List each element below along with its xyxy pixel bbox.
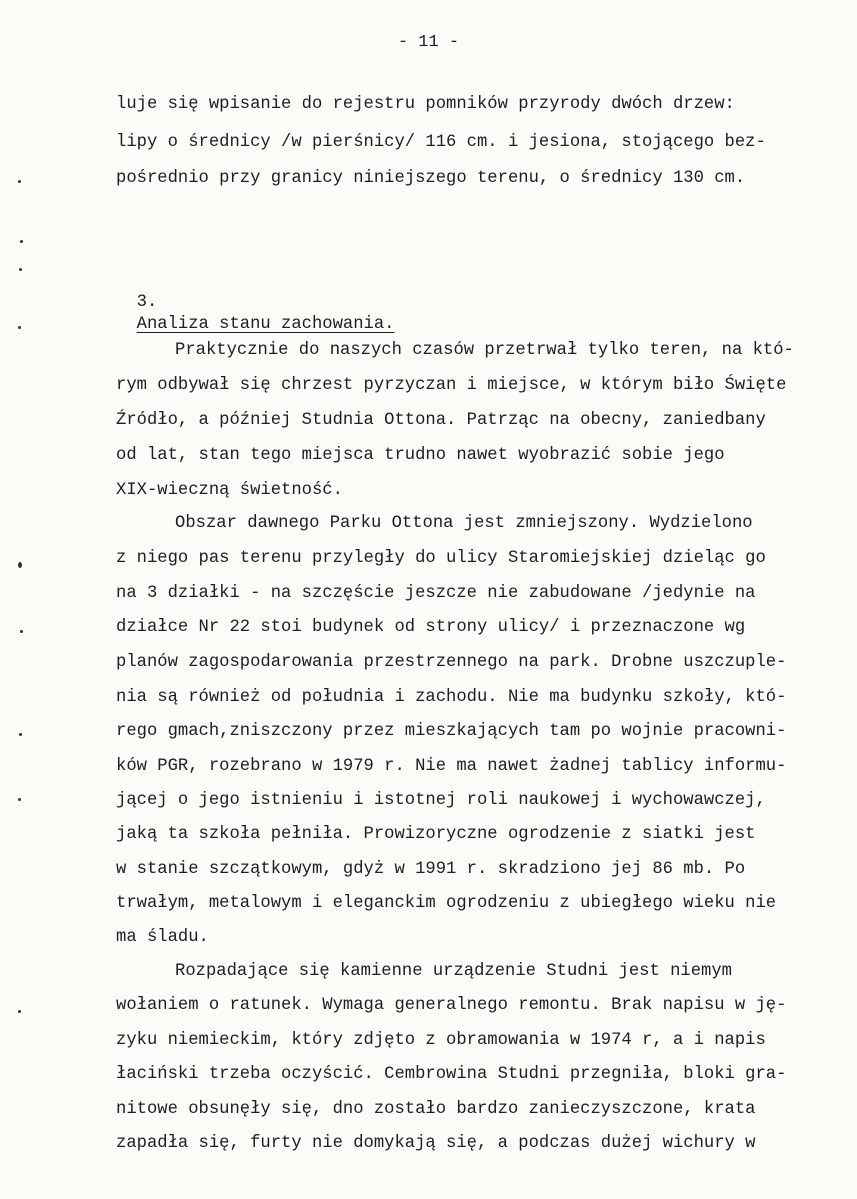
scan-speck: [19, 268, 22, 271]
text-line: luje się wpisanie do rejestru pomników przyrody dwóch drzew:: [116, 95, 735, 114]
text-line: Rozpadające się kamienne urządzenie Studni jest niemym: [175, 962, 732, 981]
text-line: pośrednio przy granicy niniejszego terenu, o średnicy 130 cm.: [116, 169, 746, 188]
text-line: XIX-wieczną świetność.: [116, 481, 343, 500]
text-line: wołaniem o ratunek. Wymaga generalnego remontu. Brak napisu w ję-: [116, 996, 787, 1015]
text-line: zapadła się, furty nie domykają się, a podczas dużej wichury w: [116, 1134, 756, 1153]
text-line: lipy o średnicy /w pierśnicy/ 116 cm. i jesiona, stojącego bez-: [116, 133, 766, 152]
page-number: - 11 -: [397, 33, 460, 52]
text-line: zyku niemieckim, który zdjęto z obramowania w 1974 r, a i napis: [116, 1031, 766, 1050]
scan-speck: [18, 180, 21, 183]
text-line: Obszar dawnego Parku Ottona jest zmniejszony. Wydzielono: [175, 514, 753, 533]
text-line: rego gmach,zniszczony przez mieszkających tam po wojnie pracowni-: [116, 722, 787, 741]
text-line: planów zagospodarowania przestrzennego na park. Drobne uszczuple-: [116, 653, 787, 672]
text-line: trwałym, metalowym i eleganckim ogrodzeniu z ubiegłego wieku nie: [116, 894, 777, 913]
section-heading: [116, 270, 395, 336]
scan-speck: [18, 326, 21, 329]
text-line: Źródło, a później Studnia Ottona. Patrząc na obecny, zaniedbany: [116, 411, 766, 430]
scan-speck: [20, 240, 23, 243]
text-line: w stanie szczątkowym, gdyż w 1991 r. skradziono jej 86 mb. Po: [116, 860, 746, 879]
scan-speck: [18, 798, 21, 801]
text-line: od lat, stan tego miejsca trudno nawet wyobrazić sobie jego: [116, 446, 725, 465]
text-line: jaką ta szkoła pełniła. Prowizoryczne ogrodzenie z siatki jest: [116, 825, 756, 844]
text-line: ków PGR, rozebrano w 1979 r. Nie ma nawet żadnej tablicy informu-: [116, 757, 787, 776]
text-line: ma śladu.: [116, 928, 209, 947]
section-title: Analiza stanu zachowania.: [136, 315, 395, 334]
scan-speck: [20, 630, 23, 633]
text-line: łaciński trzeba oczyścić. Cembrowina Studni przegniła, bloki gra-: [116, 1065, 787, 1084]
text-line: jącej o jego istnieniu i istotnej roli naukowej i wychowawczej,: [116, 791, 766, 810]
text-line: nitowe obsunęły się, dno zostało bardzo zanieczyszczone, krata: [116, 1100, 756, 1119]
scan-speck: [19, 733, 22, 736]
text-line: na 3 działki - na szczęście jeszcze nie zabudowane /jedynie na: [116, 584, 756, 603]
text-line: rym odbywał się chrzest pyrzyczan i miejsce, w którym biło Święte: [116, 376, 787, 395]
text-line: Praktycznie do naszych czasów przetrwał tylko teren, na któ-: [175, 341, 794, 360]
section-number: 3.: [136, 293, 158, 312]
scan-speck: [18, 562, 22, 568]
text-line: nia są również od południa i zachodu. Nie ma budynku szkoły, któ-: [116, 688, 787, 707]
text-line: działce Nr 22 stoi budynek od strony ulicy/ i przeznaczone wg: [116, 618, 746, 637]
text-line: z niego pas terenu przyległy do ulicy Staromiejskiej dzieląc go: [116, 549, 766, 568]
scan-speck: [18, 1010, 21, 1013]
